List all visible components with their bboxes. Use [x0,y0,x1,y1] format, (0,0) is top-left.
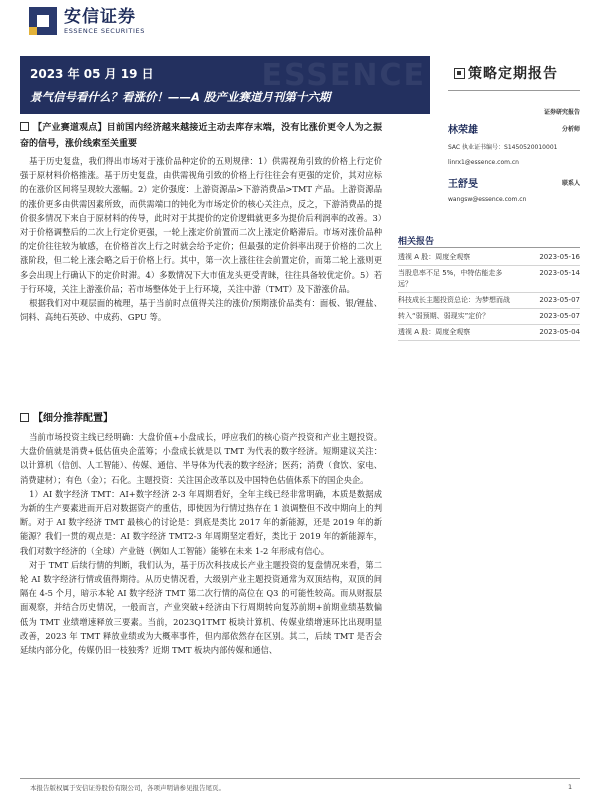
related-report-item[interactable] [398,293,580,309]
checkbox-bullet-icon [20,413,29,422]
related-report-title: 转入“弱预期、弱现实”定价？ [398,312,490,320]
section-2-heading: 【细分推荐配置】 [33,413,113,424]
company-logo [28,6,145,36]
banner-watermark: ESSENCE [261,58,426,93]
logo-name: 安信证券 [64,6,136,27]
analyst-2 [448,175,580,190]
checkbox-bullet-icon [20,122,29,131]
title-banner [20,56,430,114]
related-report-title: 当股息率不足 5%，中特估能走多远？ [398,269,503,288]
divider [448,90,580,91]
related-report-title: 科技成长主题投资总论：为梦想而战 [398,296,510,304]
related-reports-title: 相关报告 [398,237,435,247]
related-report-date: 2023-05-16 [539,253,580,261]
report-type-label: 策略定期报告 [468,66,558,82]
report-date: 2023 年 05 月 19 日 [30,67,154,81]
related-report-item[interactable] [398,309,580,325]
section-recommendations [20,409,382,657]
analyst-2-role: 联系人 [561,180,580,187]
related-report-date: 2023-05-14 [539,269,580,277]
logo-mark-icon [28,6,58,36]
section-1-paragraph-1: 基于历史复盘，我们得出市场对于涨价品种定价的五则规律：1）供需视角引致的价格上行定价强于原材料价格推涨。基于历史复盘，由供需视角引致的价格上行往往会有更强的定价，其对应标的在涨价区间将呈现较大涨幅。2）定价强度：上游资源品>下游消费品>TMT 产品。上游资源品的涨价更多由供需因素所致，而供需端口的钝化为市场定价的核心关注点，反之，下游消费品的提价很多情况下来自于原材料的传导，此时对于其提价的定价逻辑就更多为提价后利润率的改善。3）对于价格调整后的二次上行定价更强，一轮上涨定价前置而二次上涨定价略滞后。市场对涨价品种的定价往往较为敏感，在价格首次上行之时就会给予定价；但最强的定价斜率出现于价格的二次上涨阶段，但二轮上涨会略之后于价格上行。其中，第一次上涨往往会前置定价，而第二轮上涨则更多会出现上行确认下的定价时滞。4）多数情况下大市值龙头更受青睐，往往具备较优定价。5）若于行环境，关注上游涨价品；若市场整体处于上行环境，关注中游（TMT）及下游涨价品。 [20,156,382,294]
analyst-2-email[interactable]: wangsw@essence.com.cn [448,196,527,203]
section-2-paragraph-1: 当前市场投资主线已经明确：大盘价值+小盘成长，呼应我们的核心资产投资和产业主题投资。大盘价值就是消费+低估值央企蓝筹；小盘成长就是以 TMT 为代表的数字经济。短期建议关注：以计算机（信创、人工智能）、传媒、通信、半导体为代表的数字经济；医药；消费（食饮、家电、消费建材）；有色（金）；石化。主题投资：关注国企改革以及中国特色估值体系下的国企央企。 [20,432,382,485]
section-1-heading: 【产业赛道观点】 [33,123,107,133]
footer-disclaimer: 本报告版权属于安信证券股份有限公司，各项声明请参见报告尾页。 [30,784,225,792]
page-number: 1 [568,783,573,791]
analyst-1-sac: SAC 执业证书编号：S1450520010001 [448,144,558,151]
logo-english-name: ESSENCE SECURITIES [64,26,145,35]
research-label: 证券研究报告 [543,109,580,116]
section-2-paragraph-3: 对于 TMT 后续行情的判断，我们认为，基于历次科技成长产业主题投资的复盘情况来看，第二轮 AI 数字经济行情或值得期待。从历史情况看，大级别产业主题投资通常为双顶结构，双顶的间隔在 4-5 个月，暗示本轮 AI 数字经济 TMT 第二次行情的高位在 Q3 的可能性较高。而从财报层面观察，并结合历史情况，一般而言，产业突破+经济由下行周期转向复苏前期+前期业绩基数偏低为 TMT 业绩增速释放三要素。当前，2023Q1TMT 板块计算机、传媒业绩增速环比出现明显改善，2023 年 TMT 释放业绩或为大概率事件，但内部依然存在区别。其二，后续 TMT 是否会延续内部分化，传媒仍旧一枝独秀？近期 TMT 板块内部传媒和通信、 [20,559,382,656]
report-type-icon [454,68,465,79]
analyst-1-email[interactable]: linrx1@essence.com.cn [448,159,519,166]
related-report-item[interactable] [398,250,580,266]
related-report-item[interactable] [398,325,580,341]
section-1-lead [20,121,382,152]
analyst-1-role: 分析师 [561,126,580,133]
related-report-date: 2023-05-04 [539,328,580,336]
divider [398,247,580,248]
related-report-date: 2023-05-07 [539,312,580,320]
section-1-paragraph-2: 根据我们对中观层面的梳理，基于当前时点值得关注的涨价/预期涨价品类有：面板、银/锂盐、饲料、高纯石英砂、中成药、GPU 等。 [20,298,382,323]
report-title: 景气信号看什么？看涨价！——A 股产业赛道月刊第十六期 [30,90,331,104]
section-2-paragraph-2: 1）AI 数字经济 TMT：AI+数字经济 2-3 年周期看好，全年主线已经非常明确，本质是数据成为新的生产要素进而开启对数据资产的重估，即使因为行情过热存在 1 浪调整但不改中期向上的判断。对于 AI 数字经济 TMT 最核心的讨论是：到底是类比 2017 年的新能源，还是 2019 年的新能源？我们一贯的观点是：AI 数字经济 TMT2-3 年周期坚定看好，类比于 2019 年的新能源车，我们对数字经济的（全球）产业链（例如人工智能）能够在未来 1-2 年形成有信心。 [20,488,382,556]
related-reports-list [398,250,580,341]
analyst-block [448,92,580,203]
analyst-2-name: 王舒旻 [448,179,478,190]
analyst-1-name: 林荣雄 [448,125,478,136]
report-type [454,63,558,83]
related-report-date: 2023-05-07 [539,296,580,304]
section-industry-views [20,121,382,324]
section-1-lead-text: 目前国内经济越来越接近主动去库存末端，没有比涨价更令人为之振奋的信号，涨价线索至关重要 [20,123,382,149]
analyst-1 [448,121,580,136]
related-report-item[interactable] [398,266,580,293]
section-2-heading-row [20,409,382,424]
related-report-title: 透视 A 股：周度全观察 [398,328,471,336]
related-report-title: 透视 A 股：周度全观察 [398,253,471,261]
footer-divider [20,778,580,779]
